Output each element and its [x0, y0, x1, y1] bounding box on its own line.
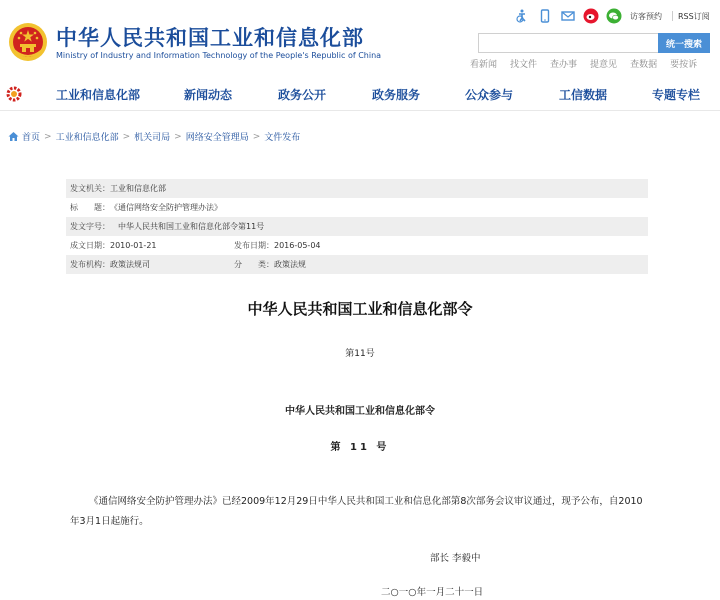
quick-link-services[interactable]: 查办事: [550, 60, 578, 70]
docno-value: 中华人民共和国工业和信息化部令第11号: [118, 222, 265, 231]
meta-row-issuer: [66, 179, 648, 198]
nav-item-public-participation[interactable]: 公众参与: [465, 88, 514, 102]
breadcrumb-ministry[interactable]: 工业和信息化部: [55, 133, 119, 143]
category-value: 政策法规: [274, 260, 306, 269]
article-subnumber: 第 11 号: [330, 442, 390, 453]
quick-link-files[interactable]: 找文件: [510, 60, 538, 70]
nav-item-data[interactable]: 工信数据: [559, 88, 608, 102]
created-label: 成文日期：: [70, 241, 110, 250]
breadcrumb-cyber-bureau[interactable]: 网络安全管理局: [185, 133, 249, 143]
nav-item-special-topics[interactable]: 专题专栏: [652, 88, 701, 102]
wechat-icon[interactable]: [605, 7, 623, 25]
meta-row-org: [66, 255, 648, 274]
search-input[interactable]: [478, 33, 658, 53]
article-subtitle: 中华人民共和国工业和信息化部令: [285, 406, 435, 417]
issuer-label: 发文机关：: [70, 184, 110, 193]
accessibility-icon[interactable]: [513, 7, 531, 25]
category-label: 分 类：: [234, 260, 274, 269]
breadcrumb: [8, 130, 300, 143]
meta-row-title: [66, 198, 648, 217]
breadcrumb-separator: >: [122, 131, 131, 142]
article-title: 中华人民共和国工业和信息化部令: [247, 300, 473, 318]
title-label: 标 题：: [70, 203, 110, 212]
nav-item-news[interactable]: 新闻动态: [184, 88, 233, 102]
quick-link-data[interactable]: 查数据: [630, 60, 658, 70]
gear-logo-icon: [5, 85, 23, 103]
national-emblem-icon[interactable]: [8, 22, 48, 62]
meta-row-dates: [66, 236, 648, 255]
org-label: 发布机构：: [70, 260, 110, 269]
home-icon[interactable]: [8, 131, 19, 142]
breadcrumb-departments[interactable]: 机关司局: [134, 133, 171, 143]
visitor-appointment-link[interactable]: 访客预约: [630, 11, 662, 21]
divider: [670, 7, 676, 25]
nav-item-ministry[interactable]: 工业和信息化部: [56, 88, 141, 102]
article-number: 第11号: [345, 349, 375, 359]
article-date: 二○一○年一月二十一日: [381, 587, 484, 598]
breadcrumb-home[interactable]: 首页: [22, 133, 41, 143]
search-button[interactable]: 统一搜索: [658, 33, 710, 53]
quick-links: [470, 57, 710, 70]
published-label: 发布日期：: [234, 241, 274, 250]
meta-row-docno: [66, 217, 648, 236]
breadcrumb-separator: >: [174, 131, 182, 142]
issuer-value: 工业和信息化部: [110, 184, 166, 193]
published-value: 2016-05-04: [274, 241, 321, 250]
breadcrumb-separator: >: [252, 131, 261, 142]
mail-icon[interactable]: [559, 7, 577, 25]
breadcrumb-documents[interactable]: 文件发布: [264, 133, 301, 143]
weibo-icon[interactable]: [582, 7, 600, 25]
title-value: 《通信网络安全防护管理办法》: [110, 203, 222, 212]
document-meta-table: [66, 179, 648, 274]
created-value: 2010-01-21: [110, 241, 157, 250]
breadcrumb-separator: >: [44, 131, 52, 142]
article-body: 《通信网络安全防护管理办法》已经2009年12月29日中华人民共和国工业和信息化部第8次部务会议审议通过，现予公布，自2010年3月1日起施行。: [70, 496, 643, 527]
main-nav: [0, 80, 720, 108]
org-value: 政策法规司: [110, 260, 150, 269]
nav-item-gov-services[interactable]: 政务服务: [372, 88, 421, 102]
docno-label: 发文字号：: [70, 222, 110, 231]
site-subtitle: Ministry of Industry and Information Technology of the People's Republic of China: [56, 51, 382, 60]
site-header: [0, 0, 720, 80]
top-toolbar: [513, 6, 718, 26]
mobile-icon[interactable]: [536, 7, 554, 25]
quick-link-feedback[interactable]: 提意见: [590, 60, 618, 70]
nav-divider: [0, 110, 720, 111]
article-signer: 部长 李毅中: [430, 553, 481, 564]
quick-link-news[interactable]: 看新闻: [470, 60, 498, 70]
rss-link[interactable]: RSS订阅: [678, 11, 710, 21]
site-title[interactable]: 中华人民共和国工业和信息化部: [56, 26, 364, 50]
quick-link-complaint[interactable]: 要按诉: [670, 60, 698, 70]
nav-item-gov-affairs[interactable]: 政务公开: [278, 88, 327, 102]
